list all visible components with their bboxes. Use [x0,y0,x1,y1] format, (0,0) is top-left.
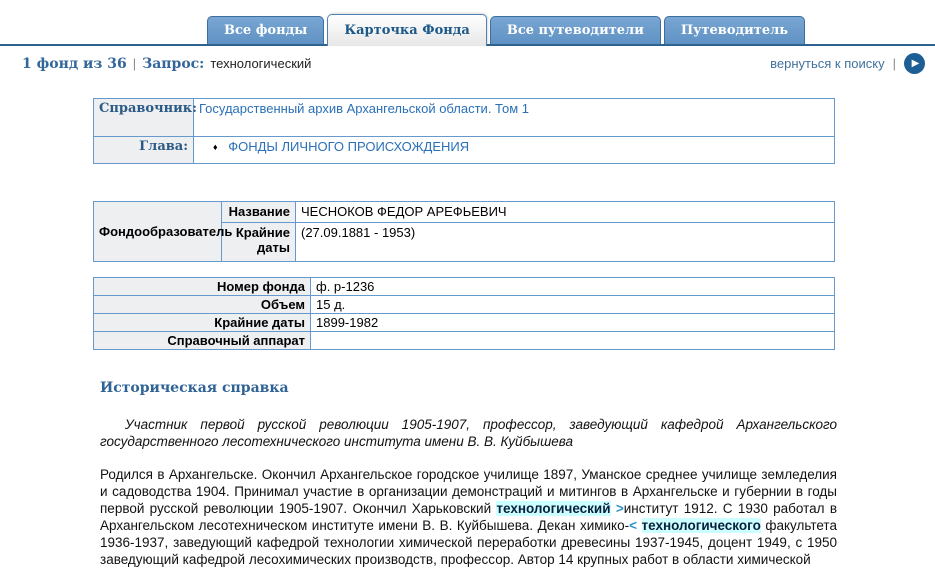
history-bio-paragraph [100,466,837,568]
history-heading: Историческая справка [100,380,289,396]
bio-text: Родился в Архангельске. Окончил Архангельское городское училище 1897, Уманское среднее училище земледелия и садоводства 1904. Принимал участие в организации демонстраций и митингов в Архангельске и губернии в годы первой русской революции 1905-1907. Окончил Харьковский [100,467,837,516]
separator: | [132,55,137,71]
result-count: 1 фонд из 36 [22,55,127,72]
bio-text: факультета 1936-1937, заведующий кафедрой технологии химической переработки древесины 1937-1945, доцент 1949, с 1950 заведующий кафедрой лесохимических производств, профессор. Автор 14 крупных работ в области химической [100,518,837,567]
bio-text [637,518,642,533]
tab-fund-card[interactable]: Карточка Фонда [327,14,487,46]
table-row [94,202,835,223]
reference-label: Справочник: [94,99,194,137]
table-row [94,99,835,137]
volume-label: Объем [94,296,311,314]
dates-label: Крайние даты [222,223,296,262]
match-nav-arrow-icon[interactable]: < [629,518,638,533]
table-row [94,137,835,164]
tab-bar [0,0,935,46]
query-value: технологический [210,55,312,71]
table-row [94,332,835,350]
creator-dates-value: (27.09.1881 - 1953) [296,223,835,262]
bio-text: институт 1912. С 1930 работал в Архангельском лесотехническом институте имени В. В. Куйбышева. Декан химико- [100,501,837,533]
separator: | [892,56,896,71]
volume-value: 15 д. [311,296,835,314]
creator-name-value: ЧЕСНОКОВ ФЕДОР АРЕФЬЕВИЧ [296,202,835,223]
name-label: Название [222,202,296,223]
match-nav-arrow-icon[interactable]: > [615,501,624,516]
query-label: Запрос: [142,55,205,72]
history-lead-paragraph: Участник первой русской революции 1905-1907, профессор, заведующий кафедрой Архангельского государственного лесотехнического института имени В. В. Куйбышева [100,417,837,449]
search-term-highlight: технологический [496,501,611,516]
guide-title-link[interactable]: Государственный архив Архангельской области. Том 1 [199,101,529,116]
fund-number-value: ф. р-1236 [311,278,835,296]
creator-table [93,201,835,262]
reference-apparatus-label: Справочный аппарат [94,332,311,350]
fund-number-label: Номер фонда [94,278,311,296]
creator-group-label: Фондообразователь [94,202,222,262]
bullet-icon: ♦ [213,142,218,152]
back-to-search-link[interactable]: вернуться к поиску [770,56,885,71]
tab-all-guides[interactable]: Все путеводители [490,16,661,44]
table-row [94,278,835,296]
tab-guide[interactable]: Путеводитель [664,16,805,44]
next-result-button[interactable] [904,53,925,74]
table-row [94,296,835,314]
search-term-highlight: технологического [641,518,761,533]
reference-apparatus-value [311,332,835,350]
chapter-link[interactable]: ФОНДЫ ЛИЧНОГО ПРОИСХОЖДЕНИЯ [228,139,470,154]
table-row [94,314,835,332]
reference-table [93,98,835,164]
fund-table [93,277,835,350]
tab-all-funds[interactable]: Все фонды [207,16,324,44]
extreme-dates-value: 1899-1982 [311,314,835,332]
extreme-dates-label: Крайние даты [94,314,311,332]
play-icon: ▶ [911,57,920,69]
results-header [0,46,935,82]
chapter-label: Глава: [94,137,194,164]
